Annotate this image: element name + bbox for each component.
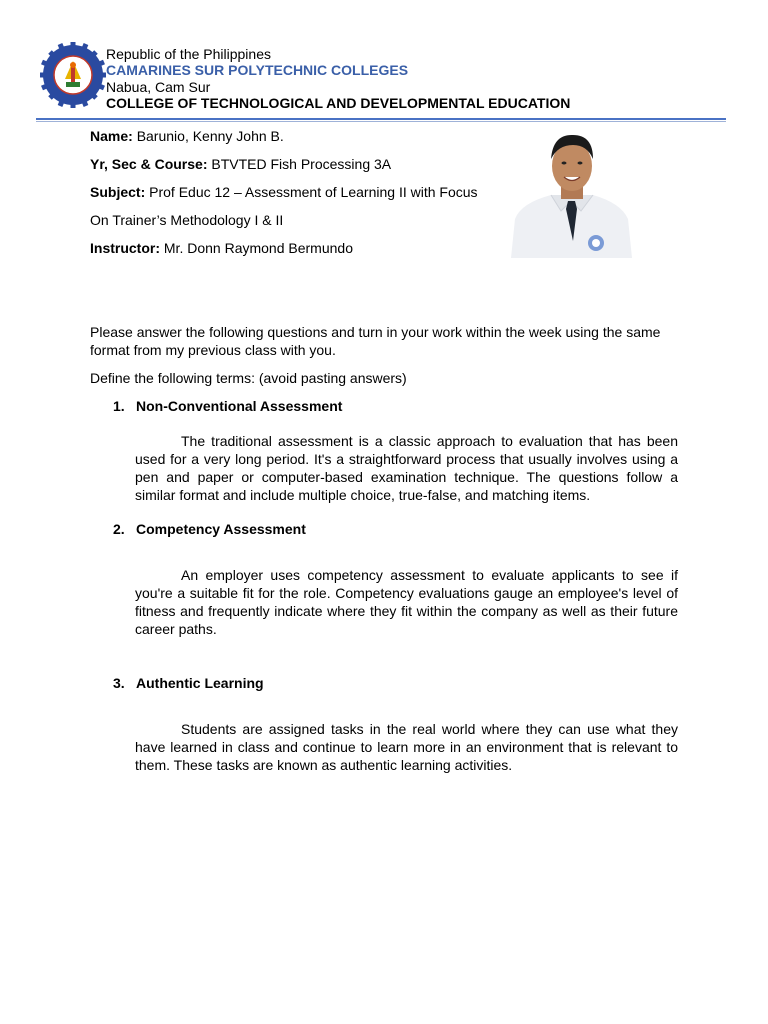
item-3-heading (113, 675, 264, 691)
student-name-row (90, 128, 284, 144)
subject-row (90, 184, 478, 200)
department-name: COLLEGE OF TECHNOLOGICAL AND DEVELOPMENTAL EDUCATION (106, 95, 571, 111)
college-name: CAMARINES SUR POLYTECHNIC COLLEGES (106, 62, 409, 78)
item-3-number: 3. (113, 675, 125, 691)
item-1-title: Non-Conventional Assessment (136, 398, 343, 414)
item-3-answer: Students are assigned tasks in the real world where they can use what they have learned in class and continue to learn more in an environment that is relevant to them. These tasks are known as authentic learning activities. (135, 721, 678, 773)
header-divider-shadow (36, 121, 726, 122)
subject-label: Subject: (90, 184, 146, 200)
item-2-answer: An employer uses competency assessment to evaluate applicants to see if you're a suitable fit for the role. Competency evaluations gauge an employee's level of fitness and frequently indicate where they fit within the company as well as their future career paths. (135, 567, 678, 637)
subject-value: Prof Educ 12 – Assessment of Learning II with Focus (149, 184, 478, 200)
item-2-title: Competency Assessment (136, 521, 306, 537)
republic-line: Republic of the Philippines (106, 46, 271, 62)
name-value: Barunio, Kenny John B. (136, 128, 284, 144)
instructor-label: Instructor: (90, 240, 160, 256)
item-1-heading (113, 398, 342, 414)
student-portrait-photo (511, 131, 632, 258)
define-terms-text: Define the following terms: (avoid pasting answers) (90, 370, 407, 386)
instructions-text: Please answer the following questions and turn in your work within the week using the same format from my previous class with you. (90, 324, 661, 358)
name-label: Name: (90, 128, 133, 144)
item-1-number: 1. (113, 398, 125, 414)
instructor-row (90, 240, 353, 256)
course-label: Yr, Sec & Course: (90, 156, 208, 172)
item-2-heading (113, 521, 306, 537)
item-2-number: 2. (113, 521, 125, 537)
instructor-value: Mr. Donn Raymond Bermundo (163, 240, 353, 256)
item-3-title: Authentic Learning (136, 675, 264, 691)
course-value: BTVTED Fish Processing 3A (211, 156, 392, 172)
header-divider (36, 118, 726, 120)
item-1-answer: The traditional assessment is a classic approach to evaluation that has been used for a very long period. It's a straightforward process that usually involves using a pen and paper or computer-based examination technique. The questions follow a similar format and include multiple choice, true-false, and matching items. (135, 433, 678, 503)
college-logo-icon (40, 42, 106, 108)
college-location: Nabua, Cam Sur (106, 79, 211, 95)
subject-continuation: On Trainer’s Methodology I & II (90, 212, 284, 228)
course-row (90, 156, 391, 172)
